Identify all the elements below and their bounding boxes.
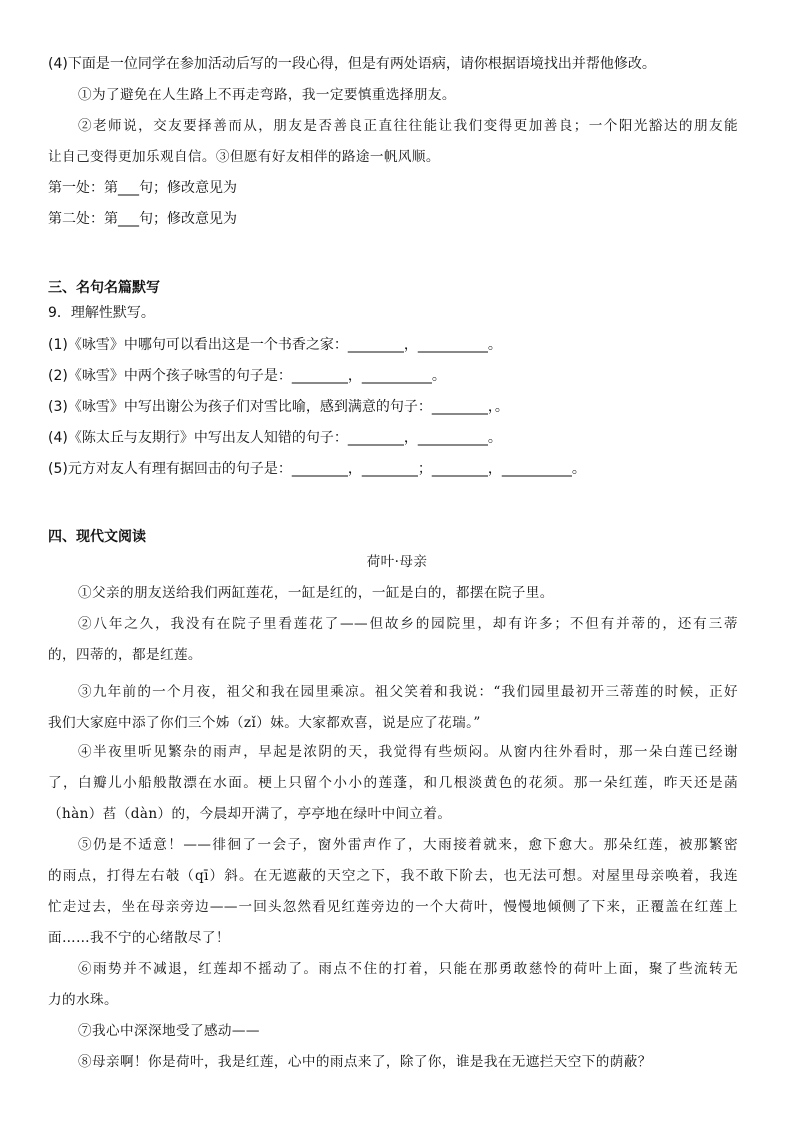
passage-line: ⑦我心中深深地受了感动——	[78, 1023, 260, 1039]
dictation-item-4: (4)《陈太丘与友期行》中写出友人知错的句子：________，__________。	[48, 430, 502, 446]
passage-line: 了，白瓣儿小船般散漂在水面。梗上只留个小小的莲蓬，和几根淡黄色的花须。那一朵红莲，昨天还是菡	[48, 775, 738, 791]
answer-line-1: 第一处：第___句；修改意见为	[48, 180, 237, 196]
question-4-intro: (4)下面是一位同学在参加活动后写的一段心得，但是有两处语病，请你根据语境找出并帮他修改。	[48, 56, 656, 72]
dictation-item-2: (2)《咏雪》中两个孩子咏雪的句子是：________，__________。	[48, 368, 446, 384]
dictation-item-5: (5)元方对友人有理有据回击的句子是：________，________；________，__________。	[48, 461, 586, 477]
passage-line: ⑧母亲啊！你是荷叶，我是红莲，心中的雨点来了，除了你，谁是我在无遮拦天空下的荫蔽？	[78, 1054, 652, 1070]
passage-line: 我们大家庭中添了你们三个姊（zǐ）妹。大家都欢喜，说是应了花瑞。”	[48, 715, 481, 731]
passage-line: 忙走过去，坐在母亲旁边——一回头忽然看见红莲旁边的一个大荷叶，慢慢地倾侧了下来，正覆盖在红莲上	[48, 899, 738, 915]
passage-line: ⑤仍是不适意！——徘徊了一会子，窗外雷声作了，大雨接着就来，愈下愈大。那朵红莲，被那繁密	[78, 837, 738, 853]
section-4-heading: 四、现代文阅读	[48, 529, 146, 545]
dictation-item-1: (1)《咏雪》中哪句可以看出这是一个书香之家：________，__________。	[48, 337, 502, 353]
passage-line: ③九年前的一个月夜，祖父和我在园里乘凉。祖父笑着和我说：“我们园里最初开三蒂莲的时候，正好	[78, 684, 738, 700]
passage-line: 的，四蒂的，都是红莲。	[48, 647, 202, 663]
passage-line: 力的水珠。	[48, 992, 118, 1008]
sentence-1: ①为了避免在人生路上不再走弯路，我一定要慎重选择朋友。	[78, 87, 456, 103]
passage-line: ②八年之久，我没有在院子里看莲花了——但故乡的园院里，却有许多；不但有并蒂的，还有三蒂	[78, 616, 738, 632]
passage-line: 的雨点，打得左右攲（qī）斜。在无遮蔽的天空之下，我不敢下阶去，也无法可想。对屋里母亲唤着，我连	[48, 868, 738, 884]
passage-line: ④半夜里听见繁杂的雨声，早起是浓阴的天，我觉得有些烦闷。从窗内往外看时，那一朵白莲已经谢	[78, 744, 738, 760]
dictation-item-3: (3)《咏雪》中写出谢公为孩子们对雪比喻，感到满意的句子：________，。	[48, 399, 509, 415]
passage-line: 面……我不宁的心绪散尽了！	[48, 930, 230, 946]
question-9-title: 9．理解性默写。	[48, 305, 155, 321]
passage-line: （hàn）萏（dàn）的，今晨却开满了，亭亭地在绿叶中间立着。	[48, 806, 452, 822]
passage-line: ①父亲的朋友送给我们两缸莲花，一缸是红的，一缸是白的，都摆在院子里。	[78, 585, 554, 601]
answer-line-2: 第二处：第___句；修改意见为	[48, 211, 237, 227]
sentence-2-line-2: 让自己变得更加乐观自信。③但愿有好友相伴的路途一帆风顺。	[48, 149, 440, 165]
sentence-2-line-1: ②老师说，交友要择善而从，朋友是否善良正直往往能让我们变得更加善良；一个阳光豁达的朋友能	[78, 118, 738, 134]
section-3-heading: 三、名句名篇默写	[48, 280, 160, 296]
passage-title: 荷叶·母亲	[366, 554, 428, 570]
passage-line: ⑥雨势并不减退，红莲却不摇动了。雨点不住的打着，只能在那勇敢慈怜的荷叶上面，聚了些流转无	[78, 961, 738, 977]
